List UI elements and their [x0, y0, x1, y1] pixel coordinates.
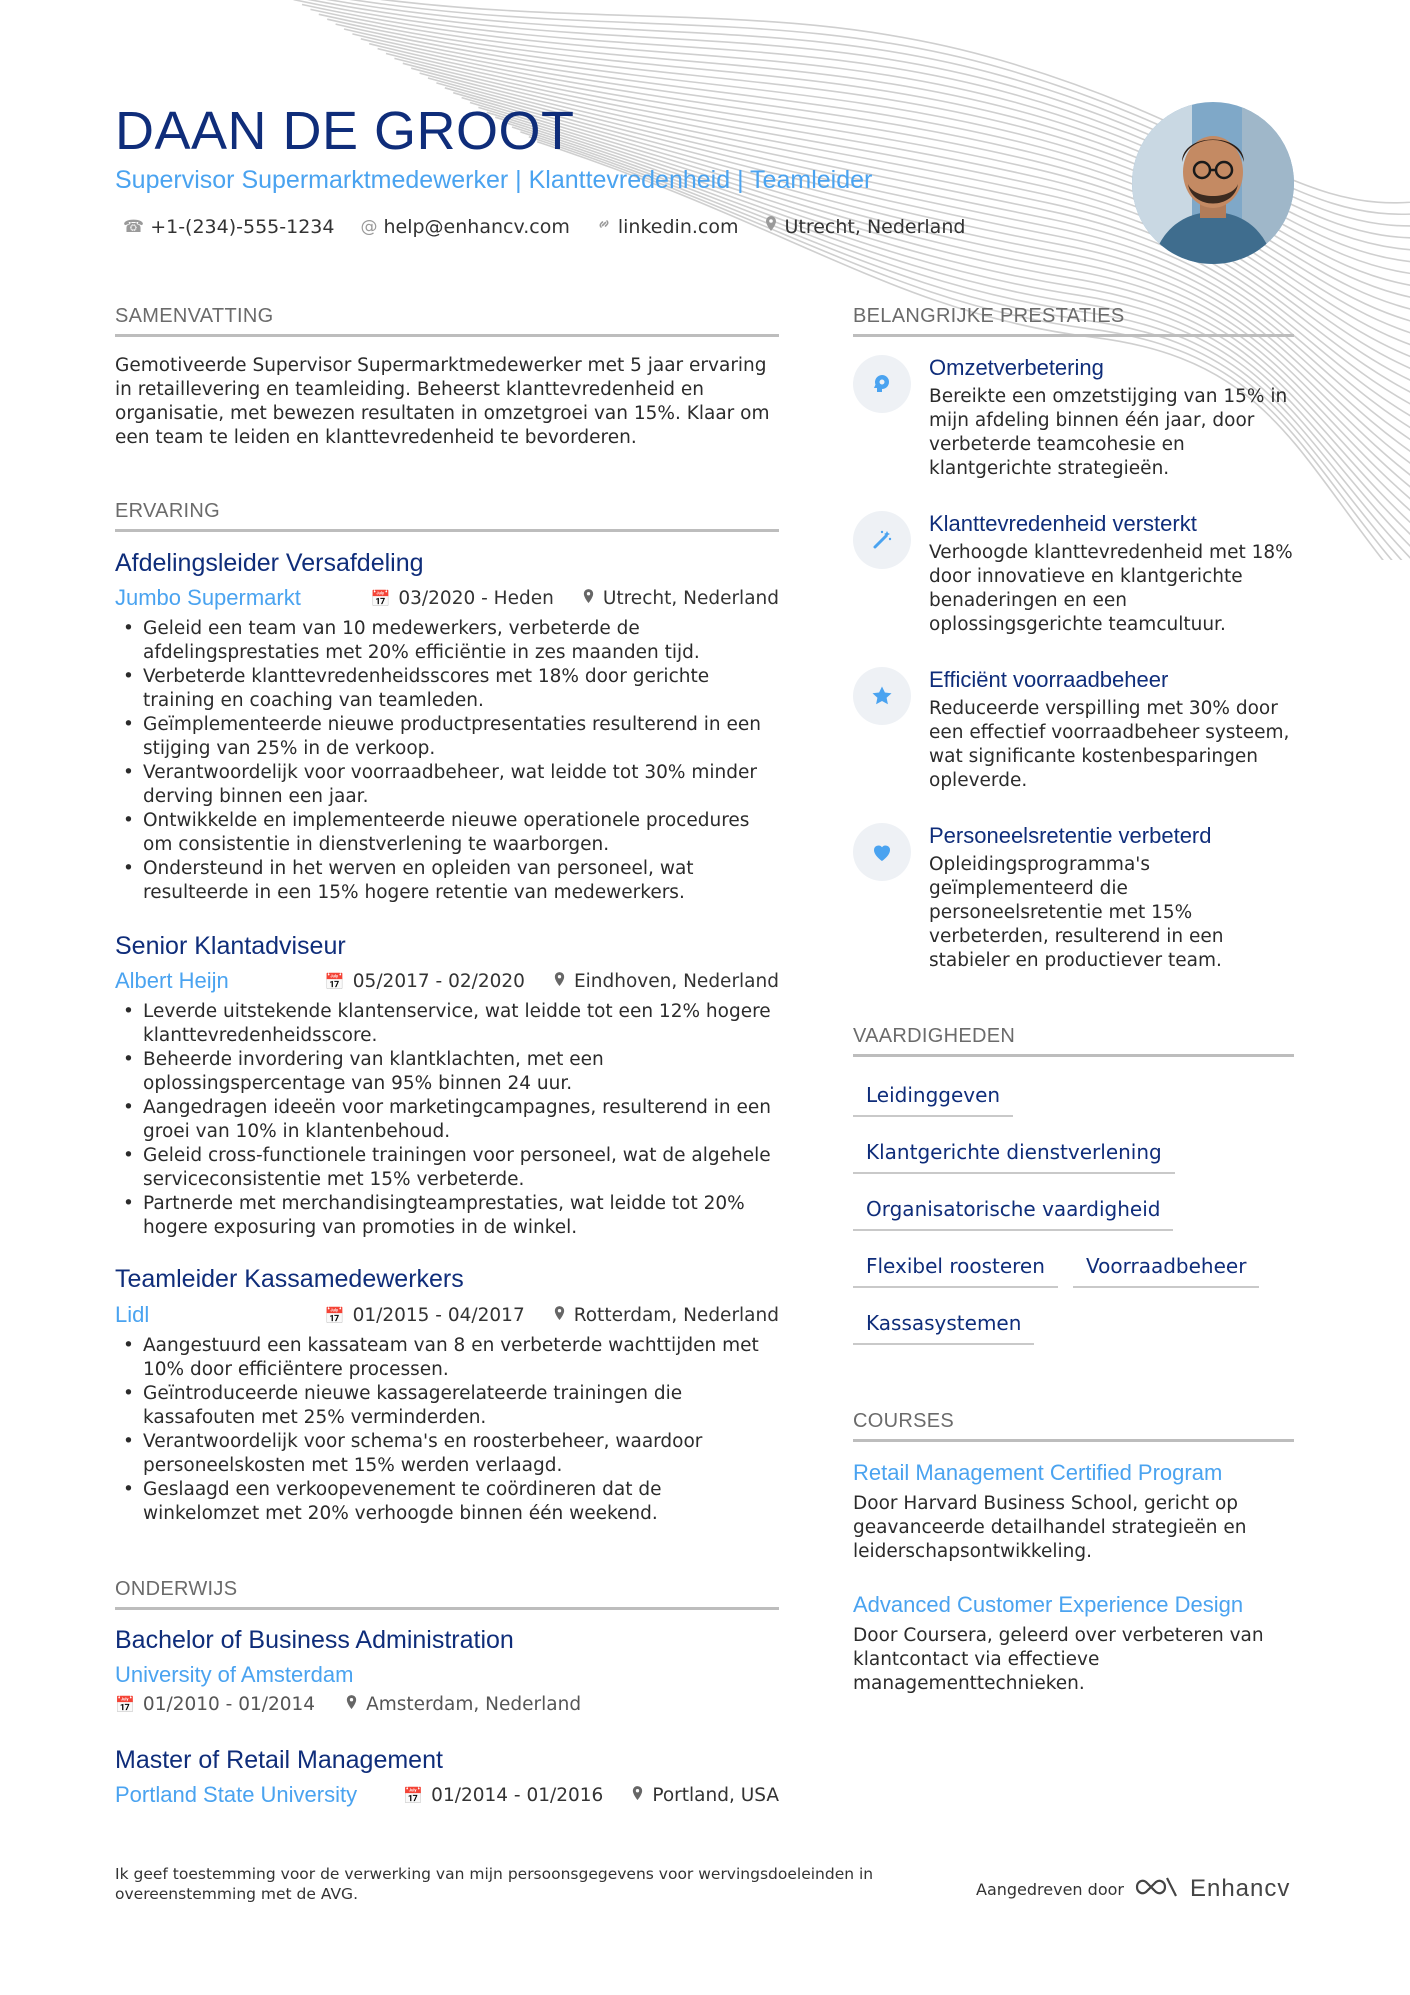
bullet-item: • Ondersteund in het werven en opleiden van personeel, wat resulteerde in een 15% hogere retentie van medewerkers.: [115, 857, 779, 905]
gdpr-consent: Ik geef toestemming voor de verwerking van mijn persoonsgegevens voor wervingsdoeleinden in overeenstemming met de AVG.: [115, 1865, 874, 1903]
location-icon: [553, 971, 566, 992]
achievement-title: Personeelsretentie verbeterd: [929, 823, 1212, 848]
section-title-education: ONDERWIJS: [115, 1578, 779, 1610]
enhancv-logo-icon: [1134, 1874, 1180, 1904]
at-icon: @: [360, 216, 378, 237]
job-location: [553, 1305, 779, 1326]
achievement-text: Reduceerde verspilling met 30% door een effectief voorraadbeheer systeem, wat significante kostenbesparingen opleverde.: [929, 698, 1290, 791]
section-title-achievements: BELANGRIJKE PRESTATIES: [853, 305, 1294, 337]
powered-by[interactable]: [976, 1874, 1290, 1904]
achievement-item: [853, 667, 1293, 797]
course-text: Door Coursera, geleerd over verbeteren van klantcontact via effectieve managementtechnieken.: [853, 1625, 1264, 1694]
candidate-name: DAAN DE GROOT: [115, 101, 575, 161]
job-title: Afdelingsleider Versafdeling: [115, 549, 424, 577]
job-meta: [115, 1302, 779, 1328]
location-icon: [553, 1305, 566, 1326]
location-text: Portland, USA: [652, 1784, 779, 1806]
job-bullets: [115, 617, 779, 905]
bullet-item: • Aangedragen ideeën voor marketingcampagnes, resulterend in een groei van 10% in klantenbehoud.: [115, 1096, 779, 1144]
job-dates: [325, 971, 525, 992]
achievement-item: [853, 511, 1293, 641]
contact-bar: [123, 215, 965, 238]
achievement-title: Klanttevredenheid versterkt: [929, 511, 1197, 536]
contact-phone[interactable]: [123, 215, 334, 238]
location-icon: [345, 1694, 358, 1715]
bullet-item: • Geïmplementeerde nieuwe productpresentaties resulterend in een stijging van 25% in de verkoop.: [115, 713, 779, 761]
section-title-experience: ERVARING: [115, 500, 779, 532]
bullet-item: • Geslaagd een verkoopevenement te coördineren dat de winkelomzet met 20% verhoogde binnen één weekend.: [115, 1478, 779, 1526]
school-name[interactable]: Portland State University: [115, 1782, 358, 1807]
brain-icon: [853, 355, 911, 413]
bullet-item: • Verbeterde klanttevredenheidsscores met 18% door gerichte training en coaching van teamleden.: [115, 665, 779, 713]
bullet-item: • Partnerde met merchandisingteamprestaties, wat leidde tot 20% hogere exposuring van promoties in de winkel.: [115, 1192, 779, 1240]
skill-tag: Flexibel roosteren: [853, 1254, 1058, 1288]
dates-text: 01/2014 - 01/2016: [431, 1784, 604, 1806]
skill-tag: Organisatorische vaardigheid: [853, 1197, 1173, 1231]
contact-text: +1-(234)-555-1234: [150, 215, 335, 238]
company-name[interactable]: Albert Heijn: [115, 968, 229, 993]
bullet-item: • Geleid een team van 10 medewerkers, verbeterde de afdelingsprestaties met 20% efficiëntie in zes maanden tijd.: [115, 617, 779, 665]
skill-tag: Klantgerichte dienstverlening: [853, 1140, 1175, 1174]
brand-name: Enhancv: [1189, 1875, 1291, 1902]
education-location: [345, 1694, 581, 1715]
calendar-icon: 📅: [324, 1305, 345, 1325]
magic-wand-icon: [853, 511, 911, 569]
achievement-text: Bereikte een omzetstijging van 15% in mijn afdeling binnen één jaar, door verbeterde teamcohesie en klantgerichte strategieën.: [929, 386, 1288, 479]
job-meta: [115, 968, 779, 994]
bullet-item: • Geleid cross-functionele trainingen voor personeel, wat de algehele serviceconsistentie met 15% verbeterde.: [115, 1144, 779, 1192]
job-title: Teamleider Kassamedewerkers: [115, 1265, 464, 1293]
phone-icon: ☎: [123, 216, 145, 237]
job-dates: [325, 1305, 525, 1326]
bullet-item: • Aangestuurd een kassateam van 8 en verbeterde wachttijden met 10% door efficiëntere processen.: [115, 1334, 779, 1382]
calendar-icon: 📅: [370, 588, 391, 608]
contact-linkedin[interactable]: [596, 215, 739, 238]
degree-title: Bachelor of Business Administration: [115, 1626, 514, 1654]
headline: Supervisor Supermarktmedewerker | Klanttevredenheid | Teamleider: [115, 166, 873, 194]
location-text: Utrecht, Nederland: [602, 587, 779, 609]
section-title-summary: SAMENVATTING: [115, 305, 779, 337]
education-dates: [115, 1694, 315, 1715]
section-title-courses: COURSES: [853, 1410, 1294, 1442]
education-location: [631, 1785, 779, 1806]
contact-text: linkedin.com: [617, 215, 739, 238]
skill-tag: Leidinggeven: [853, 1083, 1013, 1117]
calendar-icon: 📅: [324, 971, 345, 991]
job-bullets: [115, 1000, 779, 1240]
calendar-icon: 📅: [403, 1785, 424, 1805]
location-icon: [764, 215, 778, 238]
location-text: Amsterdam, Nederland: [366, 1694, 582, 1715]
location-text: Eindhoven, Nederland: [573, 970, 779, 992]
education-dates: [403, 1785, 603, 1806]
school-name[interactable]: University of Amsterdam: [115, 1662, 354, 1687]
bullet-item: • Verantwoordelijk voor voorraadbeheer, wat leidde tot 30% minder derving binnen een jaar.: [115, 761, 779, 809]
achievement-title: Efficiënt voorraadbeheer: [929, 667, 1169, 692]
skill-tag: Kassasystemen: [853, 1311, 1034, 1345]
achievement-title: Omzetverbetering: [929, 355, 1104, 380]
link-icon: [596, 216, 612, 237]
company-name[interactable]: Lidl: [115, 1302, 150, 1327]
bullet-item: • Geïntroduceerde nieuwe kassagerelateerde trainingen die kassafouten met 25% verminderden.: [115, 1382, 779, 1430]
company-name[interactable]: Jumbo Supermarkt: [115, 585, 301, 610]
course-title[interactable]: Advanced Customer Experience Design: [853, 1592, 1244, 1617]
location-icon: [582, 588, 595, 609]
bullet-item: • Verantwoordelijk voor schema's en roosterbeheer, waardoor personeelskosten met 15% werden verlaagd.: [115, 1430, 779, 1478]
summary-text: Gemotiveerde Supervisor Supermarktmedewerker met 5 jaar ervaring in retaillevering en teamleiding. Beheerst klanttevredenheid en organisatie, met bewezen resultaten in omzetgroei van 15%. Klaar om een team te leiden en klanttevredenheid te bevorderen.: [115, 355, 770, 448]
course-title[interactable]: Retail Management Certified Program: [853, 1460, 1223, 1485]
skill-tag: Voorraadbeheer: [1073, 1254, 1259, 1288]
contact-location: [764, 215, 965, 238]
job-location: [553, 971, 779, 992]
achievement-text: Opleidingsprogramma's geïmplementeerd die personeelsretentie met 15% verbeterden, resulterend in een stabieler en productiever team.: [929, 854, 1224, 971]
heart-icon: [853, 823, 911, 881]
job-location: [582, 588, 779, 609]
contact-text: help@enhancv.com: [383, 215, 570, 238]
course-text: Door Harvard Business School, gericht op geavanceerde detailhandel strategieën en leiderschapsontwikkeling.: [853, 1493, 1247, 1562]
dates-text: 03/2020 - Heden: [398, 587, 554, 609]
calendar-icon: 📅: [115, 1695, 135, 1714]
education-meta: [115, 1694, 581, 1715]
achievement-text: Verhoogde klanttevredenheid met 18% door innovatieve en klantgerichte benaderingen en een oplossingsgerichte teamcultuur.: [929, 542, 1293, 635]
achievement-item: [853, 823, 1293, 973]
contact-email[interactable]: [360, 215, 569, 238]
job-dates: [370, 588, 553, 609]
degree-title: Master of Retail Management: [115, 1746, 443, 1774]
achievement-item: [853, 355, 1293, 485]
location-text: Rotterdam, Nederland: [573, 1304, 779, 1326]
avatar: [1132, 102, 1294, 264]
job-bullets: [115, 1334, 779, 1526]
powered-by-label: Aangedreven door: [976, 1879, 1124, 1899]
dates-text: 01/2010 - 01/2014: [142, 1694, 316, 1715]
job-meta: [115, 585, 779, 611]
bullet-item: • Beheerde invordering van klantklachten, met een oplossingspercentage van 95% binnen 24 uur.: [115, 1048, 779, 1096]
dates-text: 01/2015 - 04/2017: [352, 1304, 525, 1326]
bullet-item: • Ontwikkelde en implementeerde nieuwe operationele procedures om consistentie in dienstverlening te waarborgen.: [115, 809, 779, 857]
education-meta: [115, 1782, 779, 1808]
star-icon: [853, 667, 911, 725]
job-title: Senior Klantadviseur: [115, 932, 346, 960]
dates-text: 05/2017 - 02/2020: [352, 970, 525, 992]
bullet-item: • Leverde uitstekende klantenservice, wat leidde tot een 12% hogere klanttevredenheidsscore.: [115, 1000, 779, 1048]
contact-text: Utrecht, Nederland: [784, 215, 966, 238]
section-title-skills: VAARDIGHEDEN: [853, 1025, 1294, 1057]
location-icon: [631, 1785, 644, 1806]
